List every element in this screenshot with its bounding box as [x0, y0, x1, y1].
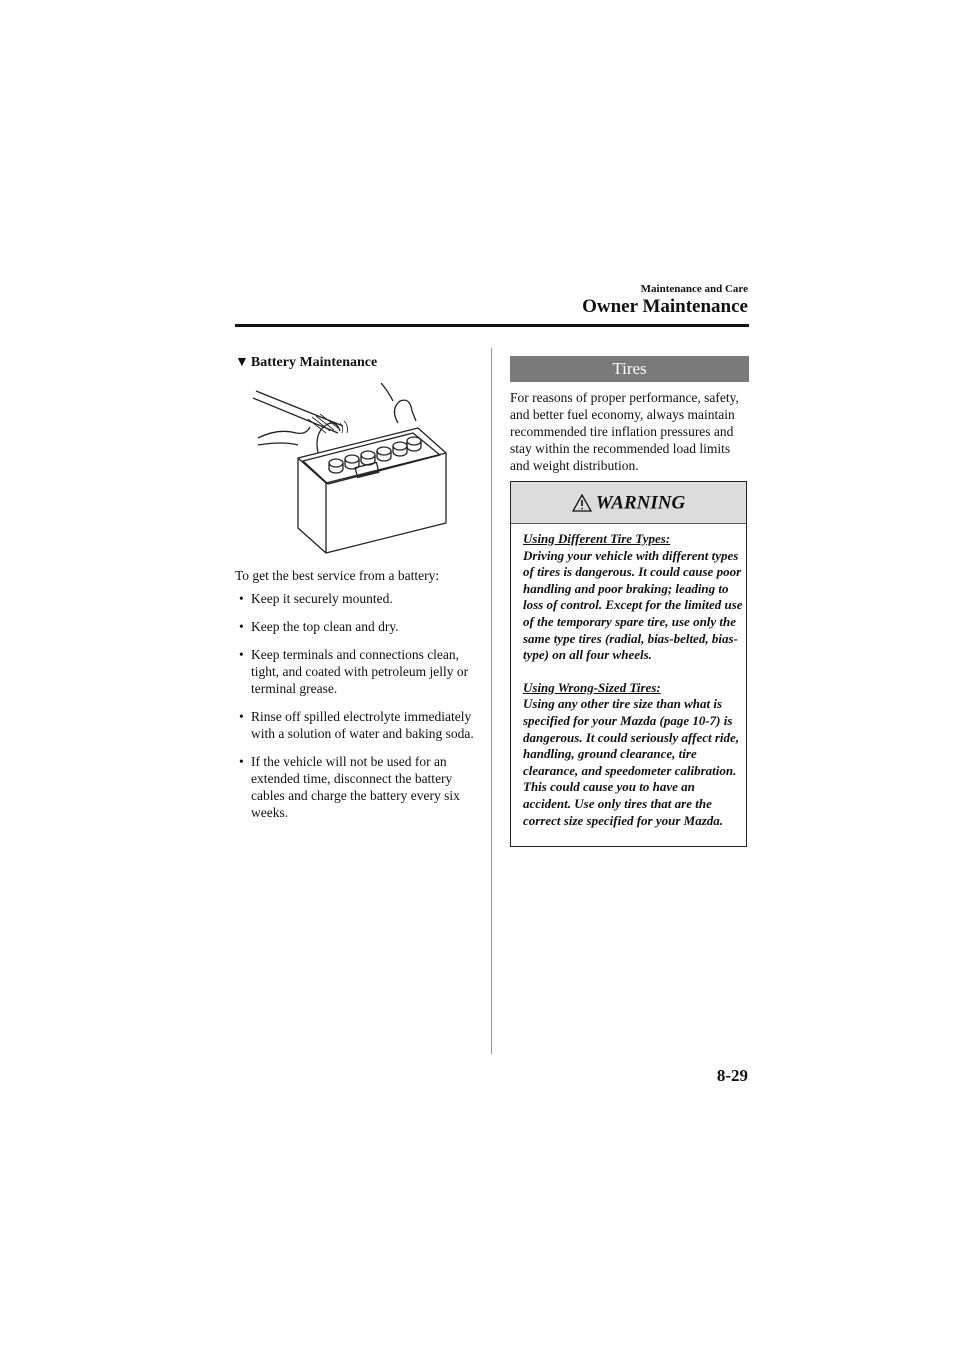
- battery-illustration: [248, 383, 458, 558]
- list-item: • Keep terminals and connections clean, tight, and coated with petroleum jelly or terminal grease.: [239, 647, 469, 696]
- bullet-icon: •: [239, 619, 244, 634]
- list-item: • Rinse off spilled electrolyte immediately with a solution of water and baking soda.: [239, 709, 474, 741]
- bullet-icon: •: [239, 709, 244, 724]
- column-divider: [491, 348, 492, 1054]
- warning-subtitle: Using Wrong-Sized Tires:: [523, 679, 661, 695]
- battery-heading: [235, 355, 377, 371]
- battery-tips-list: [237, 590, 482, 832]
- page-number: 8-29: [716, 1066, 748, 1085]
- bullet-icon: •: [239, 754, 244, 769]
- warning-label: WARNING: [595, 492, 686, 514]
- warning-item: [523, 680, 743, 829]
- chapter-title: Maintenance and Care: [640, 283, 748, 295]
- tires-heading: Tires: [510, 356, 749, 382]
- list-item: • Keep it securely mounted.: [239, 591, 393, 606]
- battery-intro: To get the best service from a battery:: [235, 568, 440, 583]
- warning-box: [510, 481, 747, 847]
- section-title: Owner Maintenance: [582, 296, 748, 317]
- warning-body: [523, 531, 743, 845]
- bullet-icon: •: [239, 647, 244, 662]
- triangle-marker-icon: ▼: [235, 355, 249, 370]
- warning-header: [511, 482, 746, 524]
- warning-text: Driving your vehicle with different types of tires is dangerous. It could cause poor handling and poor braking; leading to loss of control. Except for the limited use of the temporary spare tire, use only the same type tires (radial, bias-belted, bias-type) on all four wheels.: [523, 547, 743, 663]
- list-item: • If the vehicle will not be used for an extended time, disconnect the battery cables and charge the battery every six weeks.: [239, 754, 460, 820]
- bullet-icon: •: [239, 591, 244, 606]
- warning-subtitle: Using Different Tire Types:: [523, 531, 671, 546]
- header-rule: [235, 324, 749, 327]
- list-item: • Keep the top clean and dry.: [239, 619, 399, 634]
- warning-triangle-icon: [572, 494, 592, 512]
- battery-heading-text: Battery Maintenance: [250, 355, 378, 370]
- tires-intro: For reasons of proper performance, safety, and better fuel economy, always maintain recommended tire inflation pressures and stay within the recommended load limits and weight distribution.: [510, 390, 739, 473]
- warning-item: [523, 531, 743, 664]
- warning-text: Using any other tire size than what is specified for your Mazda (page 10-7) is dangerous. It could seriously affect ride, handling, ground clearance, tire clearance, and speedometer calibration. This could cause you to have an accident. Use only tires that are the correct size specified for your Mazda.: [523, 696, 740, 828]
